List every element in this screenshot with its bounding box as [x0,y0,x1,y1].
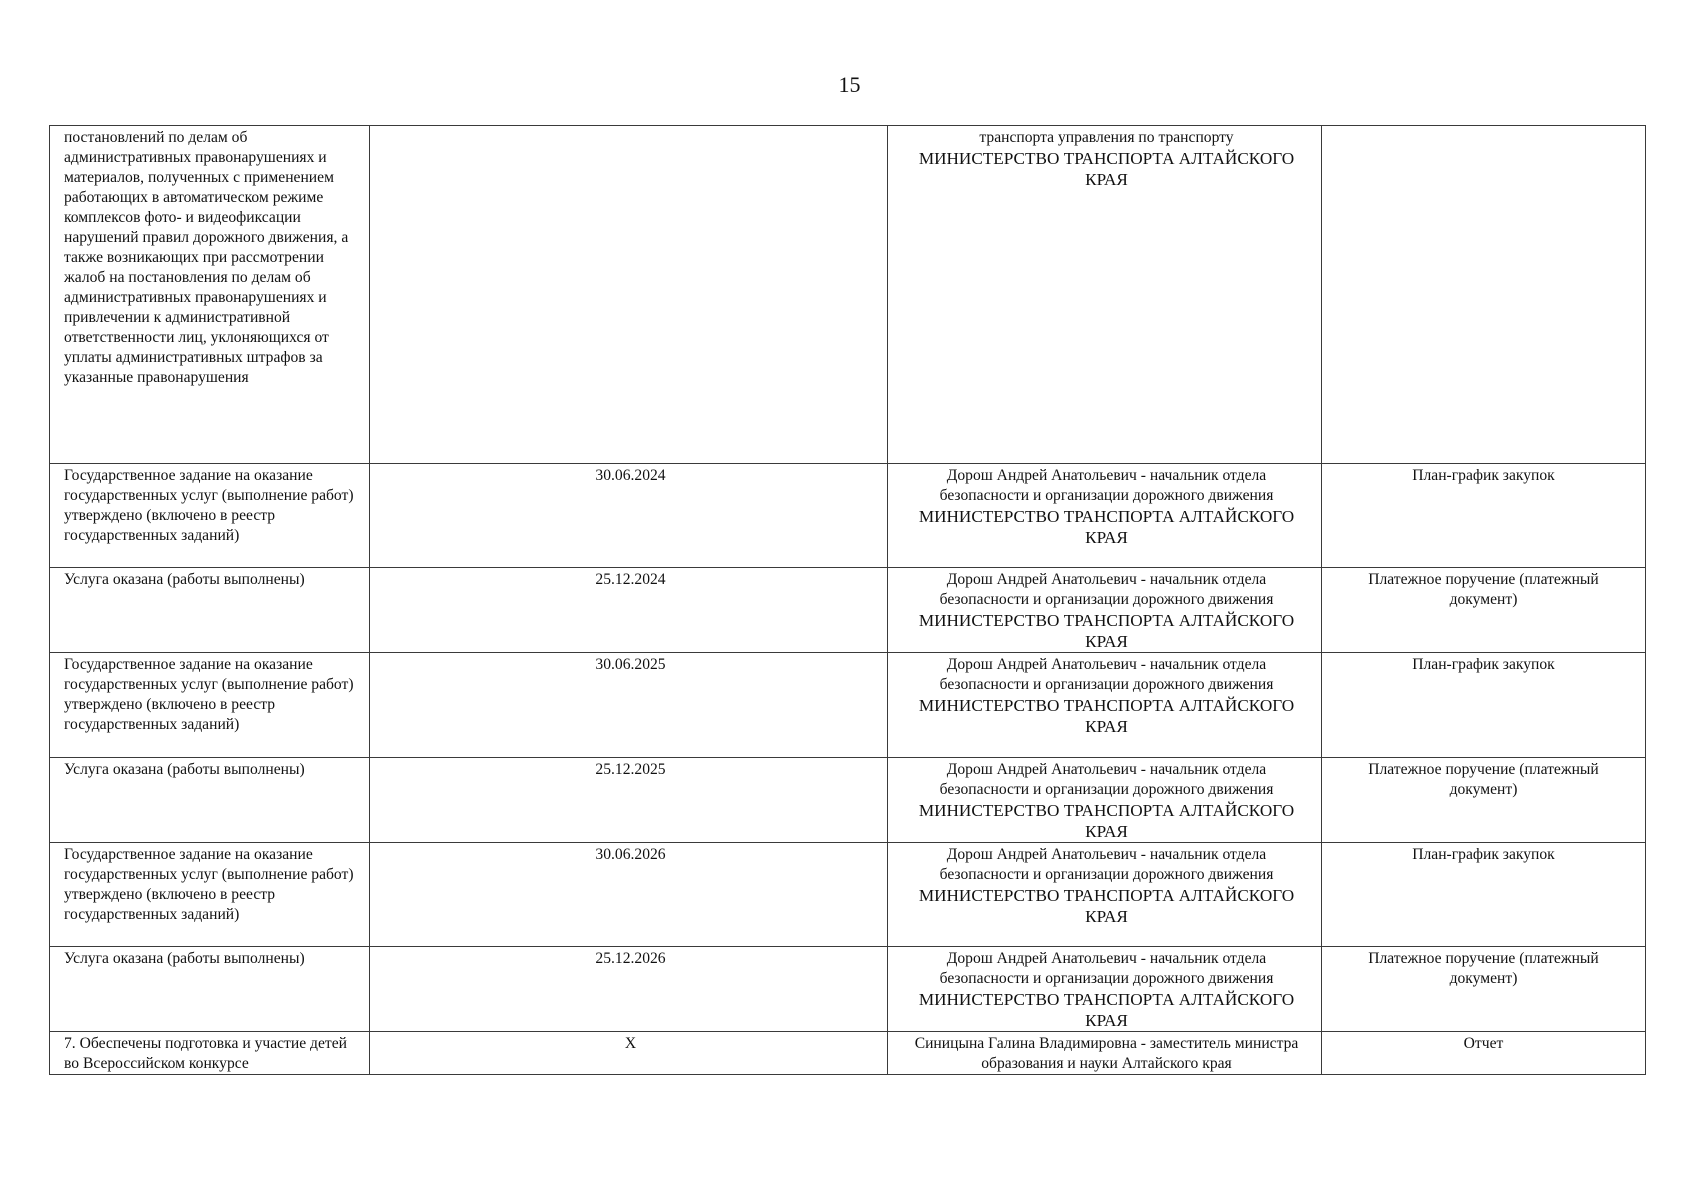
ministry-name: МИНИСТЕРСТВО ТРАНСПОРТА АЛТАЙСКОГО КРАЯ [918,990,1295,1030]
event-cell: 7. Обеспечены подготовка и участие детей во Всероссийском конкурсе [50,1032,370,1075]
ministry-name: МИНИСТЕРСТВО ТРАНСПОРТА АЛТАЙСКОГО КРАЯ [918,886,1295,926]
page-number: 15 [838,72,861,97]
table-row [50,947,1646,1032]
ministry-name: МИНИСТЕРСТВО ТРАНСПОРТА АЛТАЙСКОГО КРАЯ [918,507,1295,547]
responsible-person: Дорош Андрей Анатольевич - начальник отдела безопасности и организации дорожного движения [939,846,1274,883]
ministry-name: МИНИСТЕРСТВО ТРАНСПОРТА АЛТАЙСКОГО КРАЯ [918,696,1295,736]
event-cell: Услуга оказана (работы выполнены) [50,758,370,843]
ministry-name: МИНИСТЕРСТВО ТРАНСПОРТА АЛТАЙСКОГО КРАЯ [918,611,1295,651]
date-cell: 25.12.2024 [370,568,888,653]
document-cell: Отчет [1322,1032,1646,1075]
document-cell: Платежное поручение (платежный документ) [1322,568,1646,653]
responsible-cell [888,843,1322,947]
responsible-cell [888,464,1322,568]
table-row [50,464,1646,568]
date-cell: 30.06.2024 [370,464,888,568]
table-row [50,1032,1646,1075]
event-cell: постановлений по делам об административных правонарушениях и материалов, полученных с применением работающих в автоматическом режиме комплексов фото- и видеофиксации нарушений правил дорожного движения, а также возникающих при рассмотрении жалоб на постановления по делам об административных правонарушениях и привлечении к административной ответственности лиц, уклоняющихся от уплаты административных штрафов за указанные правонарушения [50,126,370,464]
event-cell: Услуга оказана (работы выполнены) [50,568,370,653]
responsible-cell [888,1032,1322,1075]
date-cell: 30.06.2025 [370,653,888,758]
date-cell: 30.06.2026 [370,843,888,947]
responsible-person: Дорош Андрей Анатольевич - начальник отдела безопасности и организации дорожного движения [939,467,1274,504]
responsible-person: Дорош Андрей Анатольевич - начальник отдела безопасности и организации дорожного движения [939,950,1274,987]
date-cell [370,126,888,464]
table-row [50,568,1646,653]
event-cell: Государственное задание на оказание государственных услуг (выполнение работ) утверждено (включено в реестр государственных заданий) [50,464,370,568]
responsible-cell [888,568,1322,653]
responsible-person: Синицына Галина Владимировна - заместитель министра образования и науки Алтайского края [914,1035,1299,1072]
table-row [50,843,1646,947]
document-cell: Платежное поручение (платежный документ) [1322,947,1646,1032]
document-cell: План-график закупок [1322,653,1646,758]
responsible-cell [888,947,1322,1032]
ministry-name: МИНИСТЕРСТВО ТРАНСПОРТА АЛТАЙСКОГО КРАЯ [918,149,1295,189]
ministry-name: МИНИСТЕРСТВО ТРАНСПОРТА АЛТАЙСКОГО КРАЯ [918,801,1295,841]
event-cell: Услуга оказана (работы выполнены) [50,947,370,1032]
date-cell: 25.12.2026 [370,947,888,1032]
event-cell: Государственное задание на оказание государственных услуг (выполнение работ) утверждено (включено в реестр государственных заданий) [50,653,370,758]
responsible-cell [888,758,1322,843]
responsible-person: Дорош Андрей Анатольевич - начальник отдела безопасности и организации дорожного движения [939,656,1274,693]
table-row [50,653,1646,758]
responsible-person: транспорта управления по транспорту [979,129,1234,146]
document-cell: Платежное поручение (платежный документ) [1322,758,1646,843]
responsible-person: Дорош Андрей Анатольевич - начальник отдела безопасности и организации дорожного движения [939,761,1274,798]
responsible-cell [888,126,1322,464]
responsible-person: Дорош Андрей Анатольевич - начальник отдела безопасности и организации дорожного движения [939,571,1274,608]
document-cell: План-график закупок [1322,843,1646,947]
table-row [50,758,1646,843]
event-cell: Государственное задание на оказание государственных услуг (выполнение работ) утверждено (включено в реестр государственных заданий) [50,843,370,947]
table-row [50,126,1646,464]
document-cell: План-график закупок [1322,464,1646,568]
date-cell: 25.12.2025 [370,758,888,843]
date-cell: Х [370,1032,888,1075]
control-points-table [49,125,1646,1075]
document-cell [1322,126,1646,464]
responsible-cell [888,653,1322,758]
